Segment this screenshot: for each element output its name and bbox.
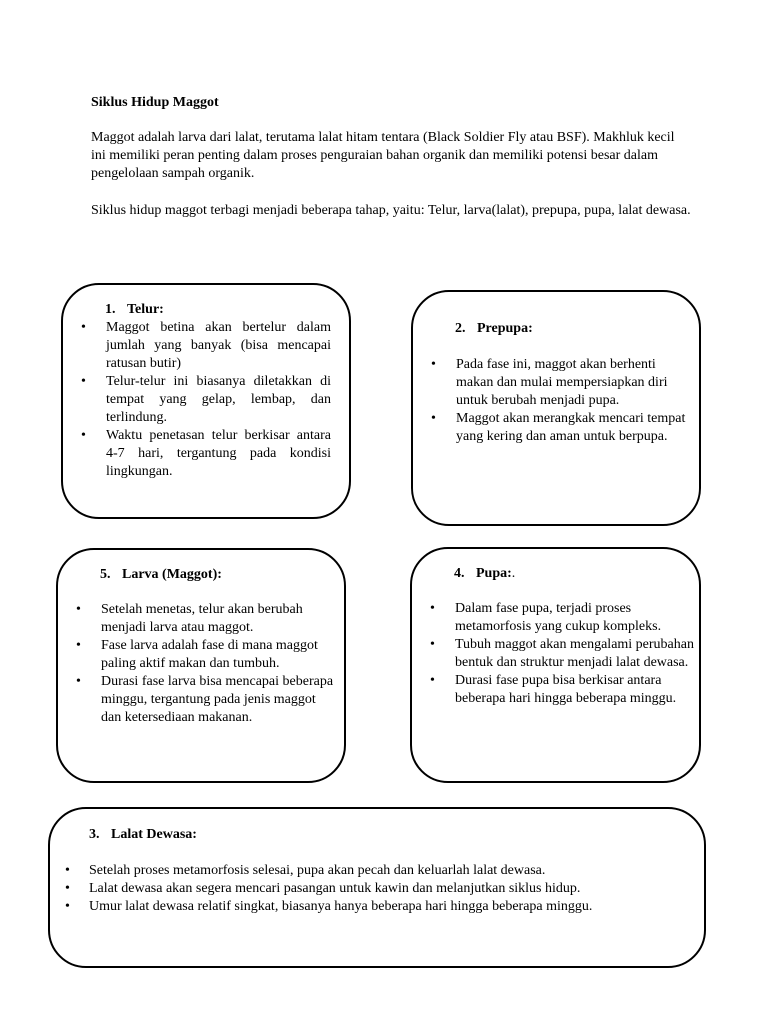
list-item: • Durasi fase pupa bisa berkisar antara beberapa hari hingga beberapa minggu. [455, 672, 695, 708]
stage-list-prepupa [456, 356, 686, 446]
stage-heading-telur [105, 301, 164, 319]
stage-box-larva [56, 548, 346, 783]
stage-list-telur [106, 319, 331, 481]
stage-title: Pupa: [476, 566, 512, 581]
intro-paragraph: Maggot adalah larva dari lalat, terutama lalat hitam tentara (Black Soldier Fly atau BSF). Makhluk kecil ini memiliki peran penting dalam proses penguraian bahan organik dan memiliki potensi besar dalam pengelolaan sampah organik. [91, 130, 675, 181]
stage-box-prepupa [411, 290, 701, 526]
stages-paragraph: Siklus hidup maggot terbagi menjadi beberapa tahap, yaitu: Telur, larva(lalat), prepupa, pupa, lalat dewasa. [91, 203, 691, 218]
list-item: • Lalat dewasa akan segera mencari pasangan untuk kawin dan melanjutkan siklus hidup. [89, 880, 689, 898]
list-item: • Setelah proses metamorfosis selesai, pupa akan pecah dan keluarlah lalat dewasa. [89, 862, 689, 880]
list-item: • Tubuh maggot akan mengalami perubahan bentuk dan struktur menjadi lalat dewasa. [455, 636, 695, 672]
stage-box-lalat-dewasa [48, 807, 706, 968]
stage-number: 4. [454, 566, 465, 581]
stage-title-suffix: . [511, 566, 516, 581]
list-item: • Dalam fase pupa, terjadi proses metamorfosis yang cukup kompleks. [455, 600, 695, 636]
list-item: • Pada fase ini, maggot akan berhenti makan dan mulai mempersiapkan diri untuk berubah menjadi pupa. [456, 356, 686, 410]
stage-heading-larva [100, 566, 222, 584]
stage-title: Prepupa: [477, 321, 533, 336]
stage-number: 3. [89, 827, 100, 842]
list-item: • Waktu penetasan telur berkisar antara 4-7 hari, tergantung pada kondisi lingkungan. [106, 427, 331, 481]
list-item: • Telur-telur ini biasanya diletakkan di tempat yang gelap, lembap, dan terlindung. [106, 373, 331, 427]
stage-box-telur [61, 283, 351, 519]
list-item: • Umur lalat dewasa relatif singkat, biasanya hanya beberapa hari hingga beberapa minggu. [89, 898, 689, 916]
stage-box-pupa [410, 547, 701, 783]
stage-heading-pupa [454, 565, 515, 583]
stage-title: Telur: [127, 302, 164, 317]
stage-number: 2. [455, 321, 466, 336]
list-item: • Maggot akan merangkak mencari tempat yang kering dan aman untuk berpupa. [456, 410, 686, 446]
document-title: Siklus Hidup Maggot [91, 95, 219, 110]
list-item: • Setelah menetas, telur akan berubah menjadi larva atau maggot. [101, 601, 336, 637]
stage-title: Lalat Dewasa: [111, 827, 197, 842]
stage-heading-lalat-dewasa [89, 826, 197, 844]
stage-list-pupa [455, 600, 695, 708]
stage-list-larva [101, 601, 336, 727]
list-item: • Maggot betina akan bertelur dalam jumlah yang banyak (bisa mencapai ratusan butir) [106, 319, 331, 373]
stage-number: 5. [100, 567, 111, 582]
stage-title: Larva (Maggot): [122, 567, 222, 582]
list-item: • Durasi fase larva bisa mencapai beberapa minggu, tergantung pada jenis maggot dan ketersediaan makanan. [101, 673, 336, 727]
stage-list-lalat-dewasa [89, 862, 689, 916]
stage-number: 1. [105, 302, 116, 317]
list-item: • Fase larva adalah fase di mana maggot paling aktif makan dan tumbuh. [101, 637, 336, 673]
stage-heading-prepupa [455, 320, 533, 338]
